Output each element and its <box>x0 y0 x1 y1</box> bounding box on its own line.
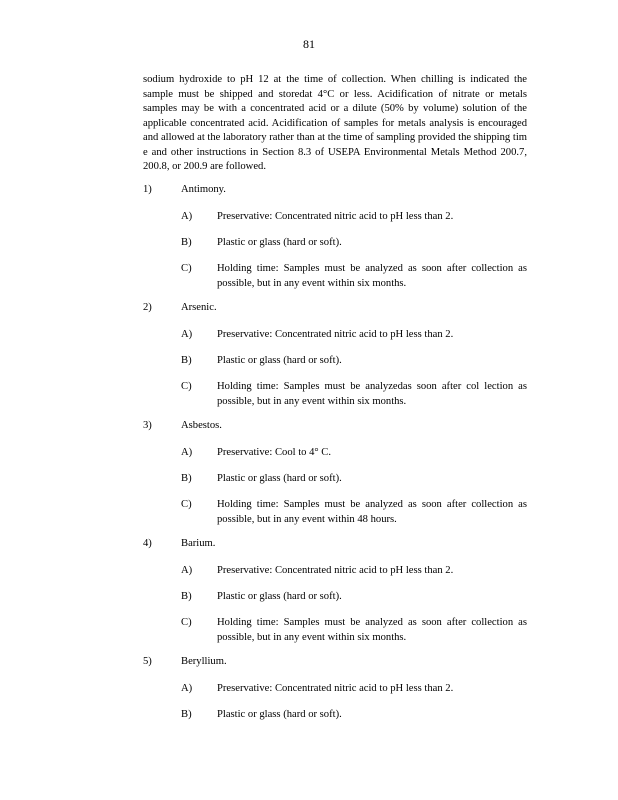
section-title: Arsenic. <box>181 302 217 313</box>
section-title: Barium. <box>181 538 216 549</box>
item-text: Preservative: Concentrated nitric acid to pH less than 2. <box>217 565 454 576</box>
section-number: 1) <box>143 184 152 195</box>
item-letter: B) <box>181 591 192 602</box>
item-letter: A) <box>181 329 193 340</box>
item-text: Preservative: Cool to 4° C. <box>217 447 331 458</box>
item-text: Plastic or glass (hard or soft). <box>217 709 342 720</box>
section-number: 4) <box>143 538 152 549</box>
item-text: Holding time: Samples must be analyzedas soon after col lection as possible, but in any event within six months. <box>217 381 527 407</box>
item-text: Preservative: Concentrated nitric acid to pH less than 2. <box>217 329 454 340</box>
item-letter: B) <box>181 473 192 484</box>
item-letter: C) <box>181 617 192 628</box>
section-title: Beryllium. <box>181 656 227 667</box>
item-text: Holding time: Samples must be analyzed as soon after collection as possible, but in any event within 48 hours. <box>217 499 527 525</box>
section-number: 5) <box>143 656 152 667</box>
item-letter: C) <box>181 263 192 274</box>
section-title: Asbestos. <box>181 420 222 431</box>
item-letter: C) <box>181 499 192 510</box>
section-number: 3) <box>143 420 152 431</box>
item-text: Preservative: Concentrated nitric acid to pH less than 2. <box>217 683 454 694</box>
item-letter: B) <box>181 237 192 248</box>
section-title: Antimony. <box>181 184 226 195</box>
item-text: Plastic or glass (hard or soft). <box>217 591 342 602</box>
item-letter: B) <box>181 709 192 720</box>
item-text: Plastic or glass (hard or soft). <box>217 355 342 366</box>
section-number: 2) <box>143 302 152 313</box>
item-text: Holding time: Samples must be analyzed as soon after collection as possible, but in any event within six months. <box>217 617 527 643</box>
item-text: Plastic or glass (hard or soft). <box>217 237 342 248</box>
item-letter: A) <box>181 211 193 222</box>
item-letter: B) <box>181 355 192 366</box>
item-letter: A) <box>181 683 193 694</box>
item-text: Holding time: Samples must be analyzed as soon after collection as possible, but in any event within six months. <box>217 263 527 289</box>
item-text: Preservative: Concentrated nitric acid to pH less than 2. <box>217 211 454 222</box>
item-text: Plastic or glass (hard or soft). <box>217 473 342 484</box>
item-letter: C) <box>181 381 192 392</box>
page-number: 81 <box>303 37 315 51</box>
item-letter: A) <box>181 565 193 576</box>
item-letter: A) <box>181 447 193 458</box>
intro-paragraph: sodium hydroxide to pH 12 at the time of collection. When chilling is indicated the sample must be shipped and storedat 4°C or less. Acidification of nitrate or metals samples may be with a concentrated acid or a dilute (50% by volume) solution of the applicable concentrated acid. Acidification of samples for metals analysis is encouraged and allowed at the laboratory rather than at the time of sampling provided the shipping tim e and other instructions in Section 8.3 of USEPA Environmental Metals Method 200.7, 200.8, or 200.9 are followed. <box>143 74 527 172</box>
